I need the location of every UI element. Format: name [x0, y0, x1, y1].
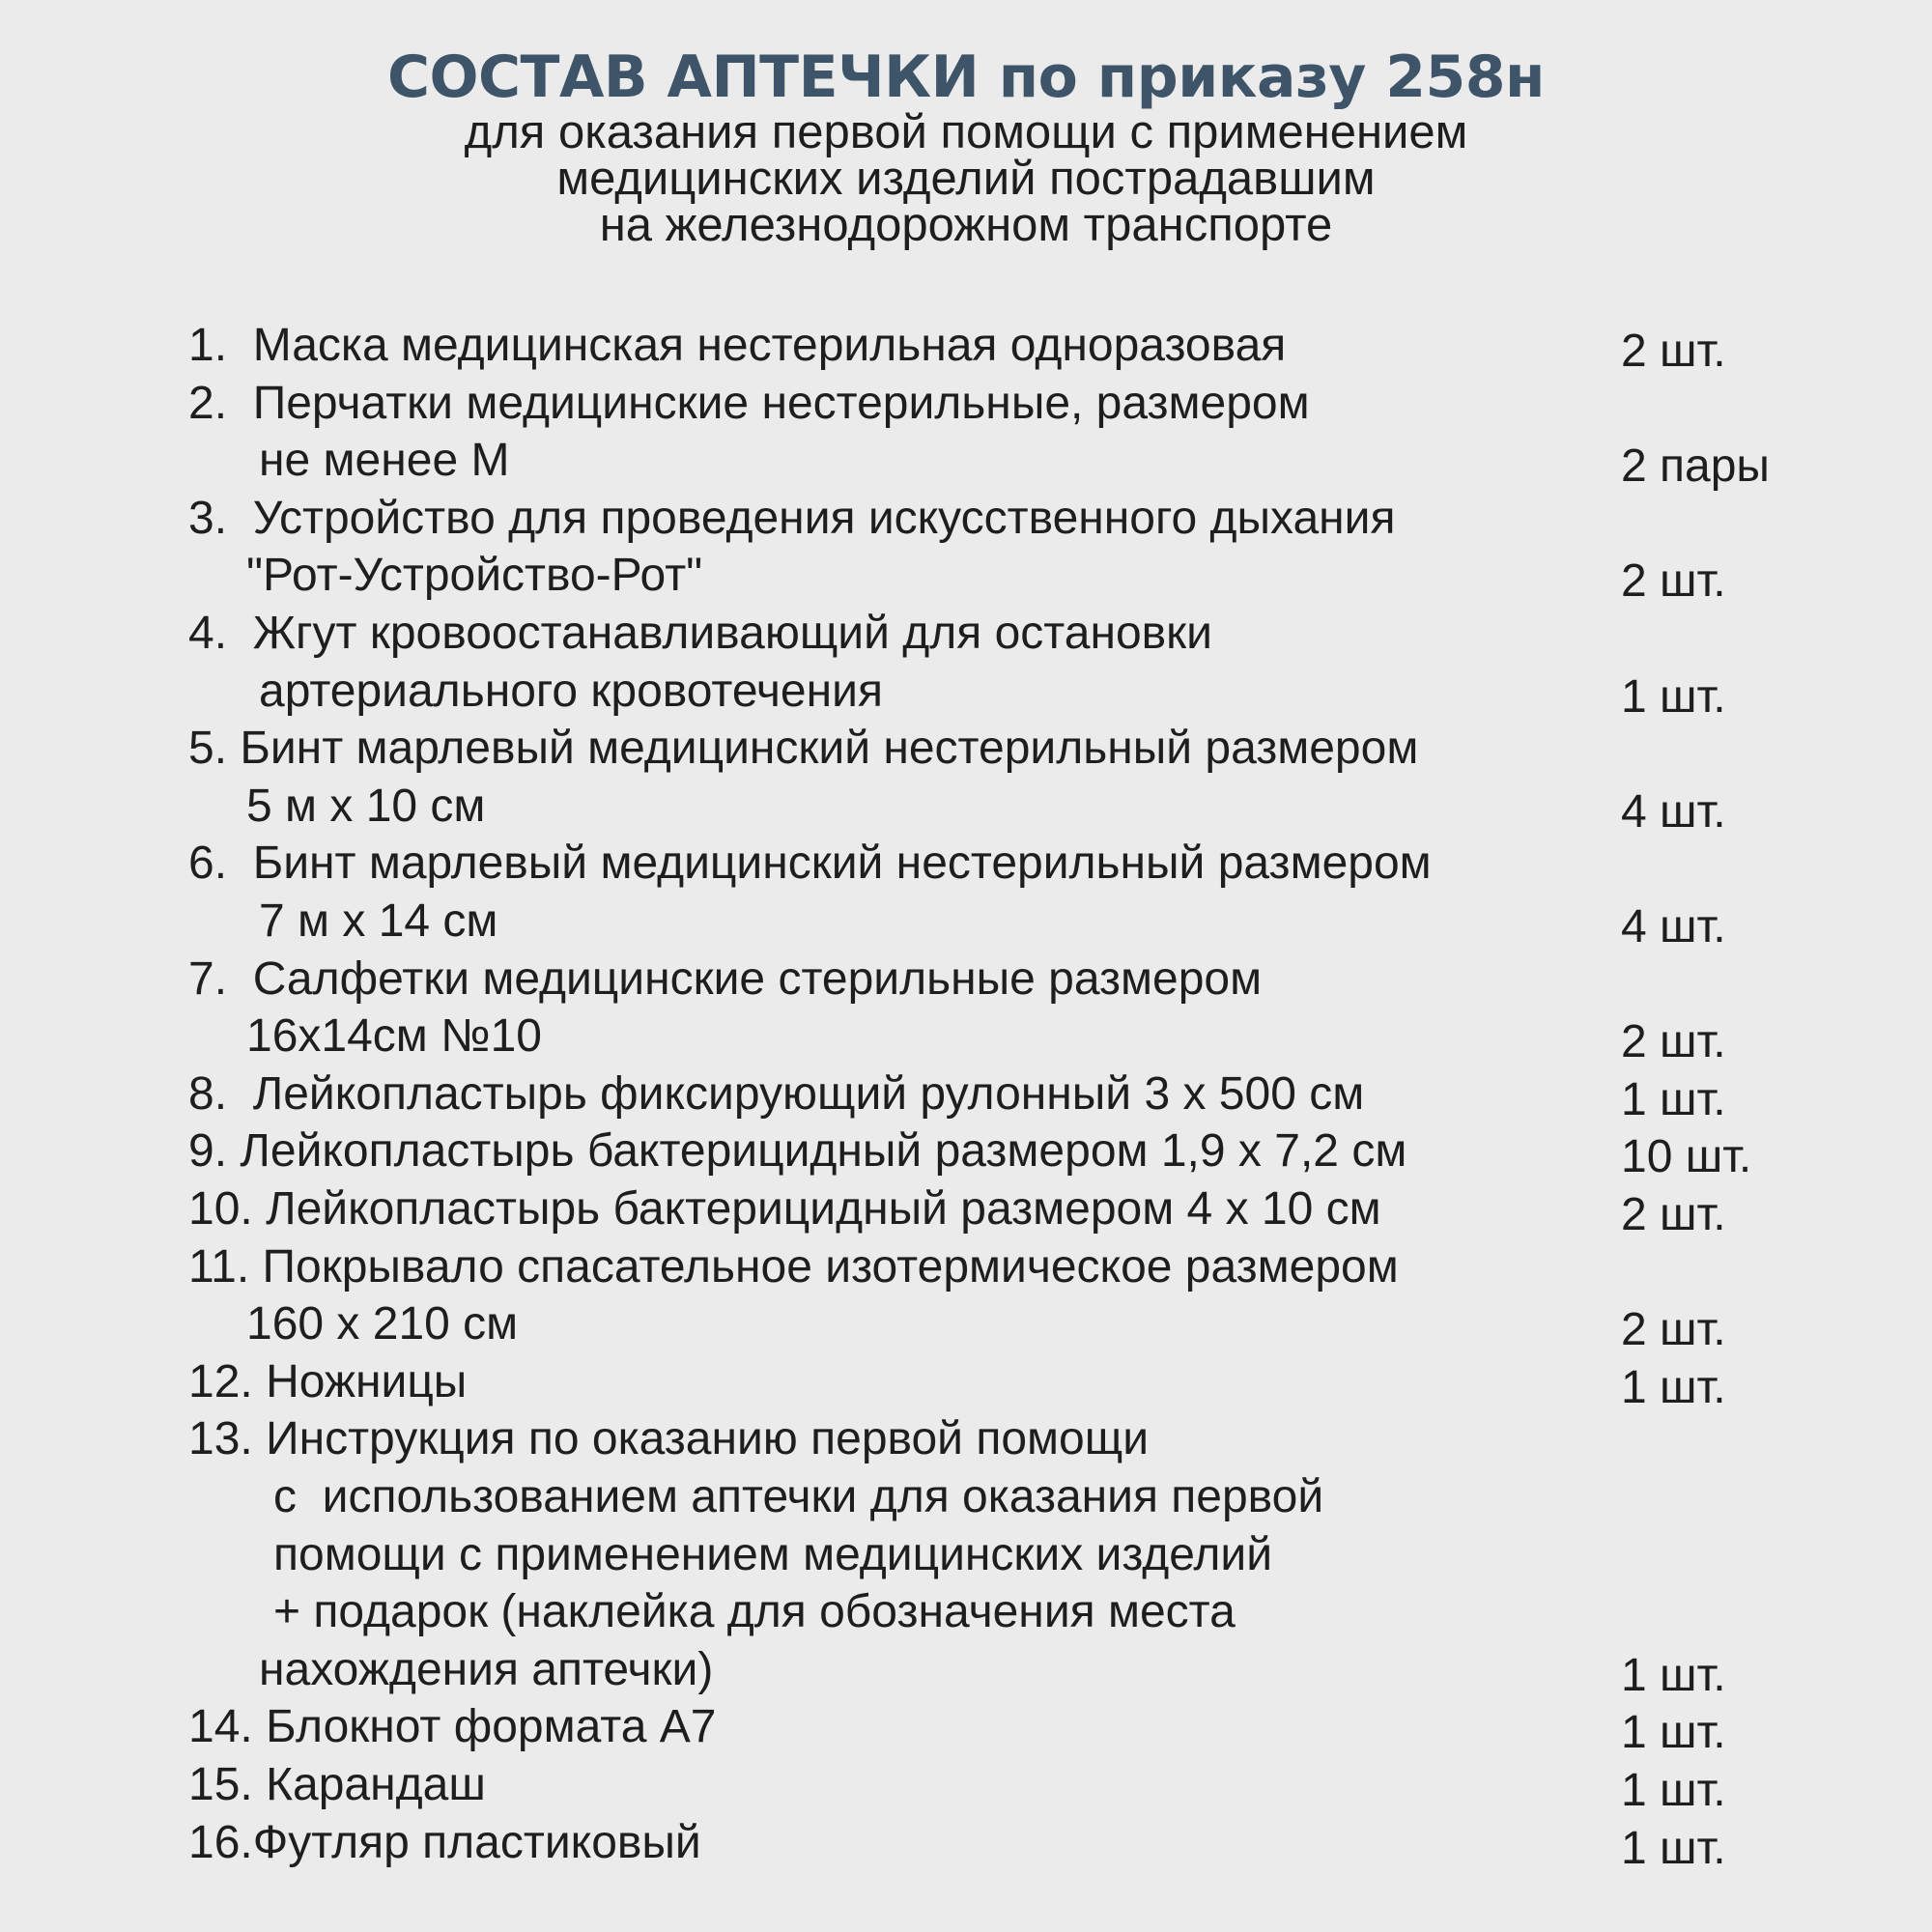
item-text-continuation: 7 м х 14 см	[259, 895, 498, 947]
item-text: 4. Жгут кровоостанавливающий для остановки	[188, 608, 1212, 659]
item-text: 16.Футляр пластиковый	[188, 1816, 701, 1868]
item-text-continuation: помощи с применением медицинских изделий	[273, 1528, 1273, 1580]
item-text: 5. Бинт марлевый медицинский нестерильный размером	[188, 723, 1419, 775]
item-text-continuation: "Рот-Устройство-Рот"	[246, 550, 703, 602]
item-text: 6. Бинт марлевый медицинский нестерильный размером	[188, 838, 1432, 890]
item-text: 12. Ножницы	[188, 1355, 468, 1407]
item-text: 7. Салфетки медицинские стерильные размером	[188, 952, 1263, 1005]
page-title: СОСТАВ АПТЕЧКИ по приказу 258н	[386, 43, 1546, 111]
item-quantity: 1 шт.	[1621, 1765, 1726, 1816]
item-text: 15. Карандаш	[188, 1759, 486, 1810]
item-text-continuation: с использованием аптечки для оказания первой	[273, 1471, 1324, 1522]
item-quantity: 4 шт.	[1621, 901, 1726, 952]
item-text: 10. Лейкопластырь бактерицидный размером 4 х 10 см	[188, 1183, 1381, 1235]
item-quantity: 1 шт.	[1621, 1073, 1726, 1125]
item-text: 2. Перчатки медицинские нестерильные, размером	[188, 377, 1310, 429]
item-text: 14. Блокнот формата А7	[188, 1701, 717, 1753]
item-text-continuation: нахождения аптечки)	[259, 1643, 714, 1695]
item-quantity: 4 шт.	[1621, 785, 1726, 838]
item-text-continuation: не менее М	[259, 435, 510, 487]
item-text: 8. Лейкопластырь фиксирующий рулонный 3 х 500 см	[188, 1067, 1365, 1120]
item-text: 3. Устройство для проведения искусственного дыхания	[188, 492, 1396, 544]
subtitle-line: на железнодорожном транспорте	[599, 199, 1333, 251]
item-quantity: 2 пары	[1621, 440, 1770, 493]
item-quantity: 1 шт.	[1621, 1649, 1726, 1701]
item-text-continuation: 16х14см №10	[246, 1010, 542, 1063]
item-quantity: 2 шт.	[1621, 1189, 1726, 1240]
item-text: 11. Покрывало спасательное изотермическое размером	[188, 1240, 1399, 1293]
item-quantity: 1 шт.	[1621, 1707, 1726, 1759]
item-text-continuation: 160 х 210 см	[246, 1298, 519, 1350]
item-quantity: 2 шт.	[1621, 555, 1726, 608]
item-quantity: 2 шт.	[1621, 326, 1726, 377]
item-quantity: 1 шт.	[1621, 670, 1726, 723]
item-text-continuation: артериального кровотечения	[259, 665, 883, 717]
subtitle-line: медицинских изделий пострадавшим	[556, 153, 1376, 205]
item-quantity: 10 шт.	[1621, 1131, 1752, 1183]
item-quantity: 2 шт.	[1621, 1016, 1726, 1068]
subtitle-line: для оказания первой помощи с применением	[464, 106, 1468, 158]
item-text: 9. Лейкопластырь бактерицидный размером 1,9 х 7,2 см	[188, 1125, 1407, 1178]
item-quantity: 2 шт.	[1621, 1304, 1726, 1356]
item-quantity: 1 шт.	[1621, 1822, 1726, 1874]
item-text-continuation: + подарок (наклейка для обозначения места	[273, 1586, 1236, 1638]
item-quantity: 1 шт.	[1621, 1361, 1726, 1413]
item-text: 1. Маска медицинская нестерильная одноразовая	[188, 320, 1287, 371]
item-text: 13. Инструкция по оказанию первой помощи	[188, 1413, 1150, 1465]
item-text-continuation: 5 м х 10 см	[246, 780, 486, 832]
